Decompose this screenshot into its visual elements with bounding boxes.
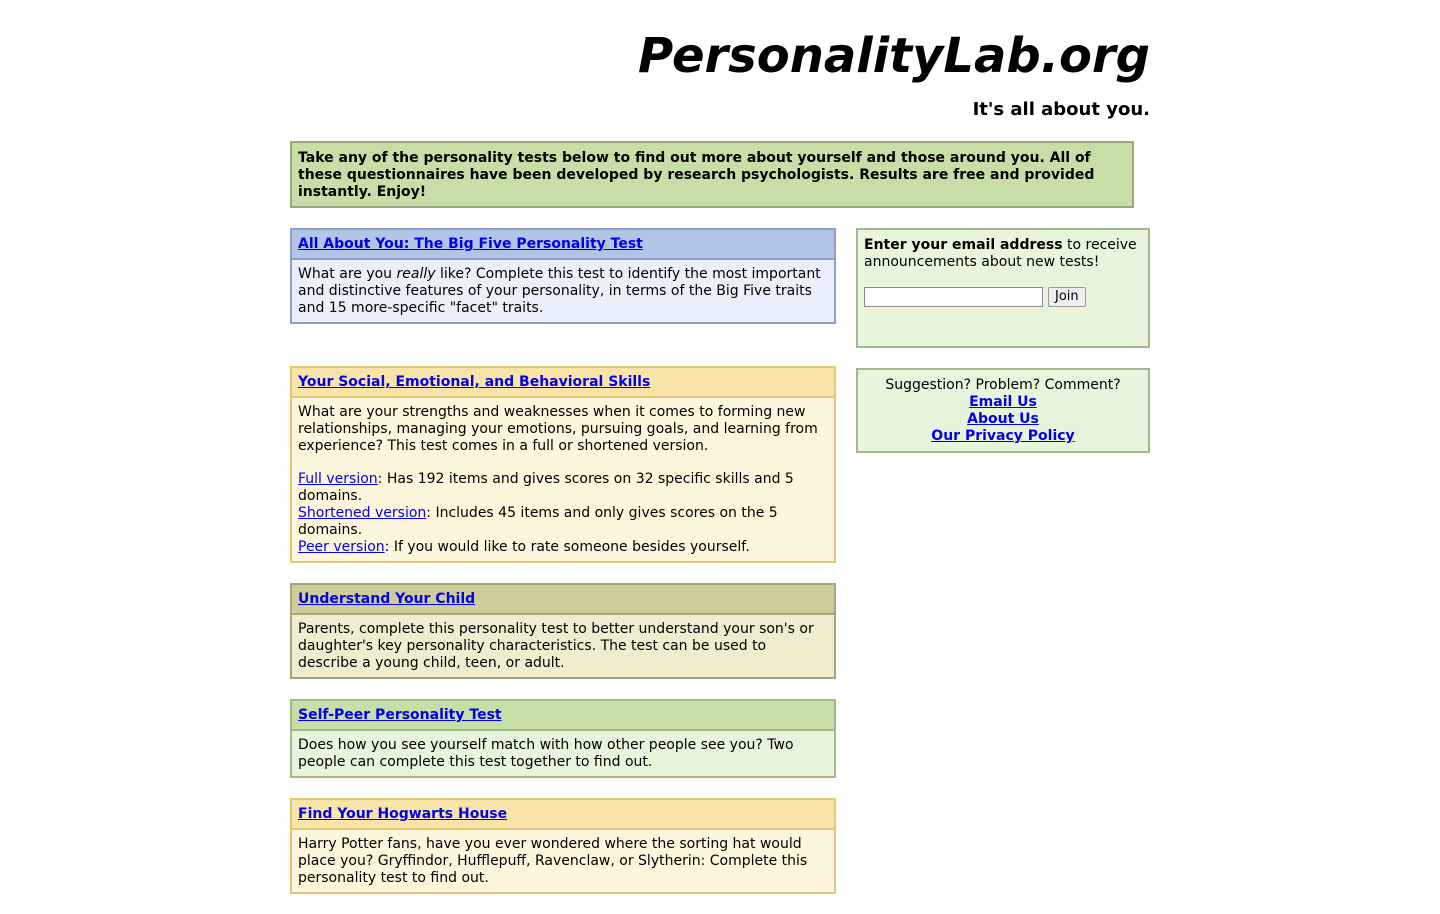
version-text: : If you would like to rate someone besides yourself. bbox=[384, 539, 750, 555]
test-description: Parents, complete this personality test to better understand your son's or daughter's key personality characteristics. The test can be used to describe a young child, teen, or adult. bbox=[298, 621, 814, 671]
subscribe-text bbox=[864, 237, 1142, 271]
intro-box: Take any of the personality tests below to find out more about yourself and those around you. All of these questionnaires have been developed by research psychologists. Results are free and provided instantly. Enjoy! bbox=[290, 141, 1134, 208]
test-card-header bbox=[292, 701, 834, 731]
test-card-header bbox=[292, 585, 834, 615]
contact-box bbox=[856, 368, 1150, 453]
contact-prompt: Suggestion? Problem? Comment? bbox=[885, 377, 1121, 393]
peer-version-link[interactable]: Peer version bbox=[298, 539, 385, 555]
test-card-body bbox=[292, 615, 834, 677]
version-text: : Has 192 items and gives scores on 32 specific skills and 5 domains. bbox=[298, 471, 794, 504]
join-button[interactable]: Join bbox=[1048, 287, 1086, 307]
test-card-self-peer bbox=[290, 699, 836, 778]
version-shortened bbox=[298, 505, 828, 539]
child-test-link[interactable]: Understand Your Child bbox=[298, 591, 476, 607]
about-us-link[interactable]: About Us bbox=[967, 411, 1039, 427]
site-tagline: It's all about you. bbox=[972, 99, 1150, 120]
hogwarts-test-link[interactable]: Find Your Hogwarts House bbox=[298, 806, 508, 822]
desc-emphasis: really bbox=[396, 266, 436, 282]
test-card-body bbox=[292, 260, 834, 322]
subscribe-form bbox=[864, 287, 1142, 307]
full-version-link[interactable]: Full version bbox=[298, 471, 378, 487]
privacy-policy-link[interactable]: Our Privacy Policy bbox=[931, 428, 1075, 444]
test-card-header bbox=[292, 230, 834, 260]
email-us-link[interactable]: Email Us bbox=[969, 394, 1037, 410]
test-card-body bbox=[292, 830, 834, 892]
test-description: What are your strengths and weaknesses when it comes to forming new relationships, managing your emotions, pursuing goals, and learning from experience? This test comes in a full or shortened version. bbox=[298, 404, 818, 454]
email-input[interactable] bbox=[864, 287, 1043, 307]
test-card-seb-skills bbox=[290, 366, 836, 563]
sidebar bbox=[856, 228, 1150, 453]
self-peer-test-link[interactable]: Self-Peer Personality Test bbox=[298, 707, 502, 723]
spacer bbox=[290, 344, 836, 366]
test-card-body bbox=[292, 398, 834, 561]
test-card-big-five bbox=[290, 228, 836, 324]
subscribe-rest: to receive announcements about new tests! bbox=[864, 237, 1137, 270]
test-card-body bbox=[292, 731, 834, 776]
subscribe-box bbox=[856, 228, 1150, 348]
version-text: : Includes 45 items and only gives scores on the 5 domains. bbox=[298, 505, 778, 538]
test-description bbox=[298, 266, 828, 317]
test-description: Does how you see yourself match with how other people see you? Two people can complete this test together to find out. bbox=[298, 737, 794, 770]
big-five-test-link[interactable]: All About You: The Big Five Personality Test bbox=[298, 236, 643, 252]
version-full bbox=[298, 471, 828, 505]
test-card-hogwarts bbox=[290, 798, 836, 894]
desc-text: like? Complete this test to identify the most important and distinctive features of your personality, in terms of the Big Five traits and 15 more-specific "facet" traits. bbox=[298, 266, 821, 316]
seb-skills-test-link[interactable]: Your Social, Emotional, and Behavioral Skills bbox=[298, 374, 651, 390]
test-card-child bbox=[290, 583, 836, 679]
test-card-header bbox=[292, 368, 834, 398]
tests-column bbox=[290, 228, 836, 914]
test-card-header bbox=[292, 800, 834, 830]
version-peer bbox=[298, 539, 828, 556]
test-description: Harry Potter fans, have you ever wondered where the sorting hat would place you? Gryffindor, Hufflepuff, Ravenclaw, or Slytherin: Complete this personality test to find out. bbox=[298, 836, 808, 886]
subscribe-bold: Enter your email address bbox=[864, 237, 1063, 253]
site-title: PersonalityLab.org bbox=[638, 28, 1150, 84]
desc-text: What are you bbox=[298, 266, 397, 282]
shortened-version-link[interactable]: Shortened version bbox=[298, 505, 427, 521]
